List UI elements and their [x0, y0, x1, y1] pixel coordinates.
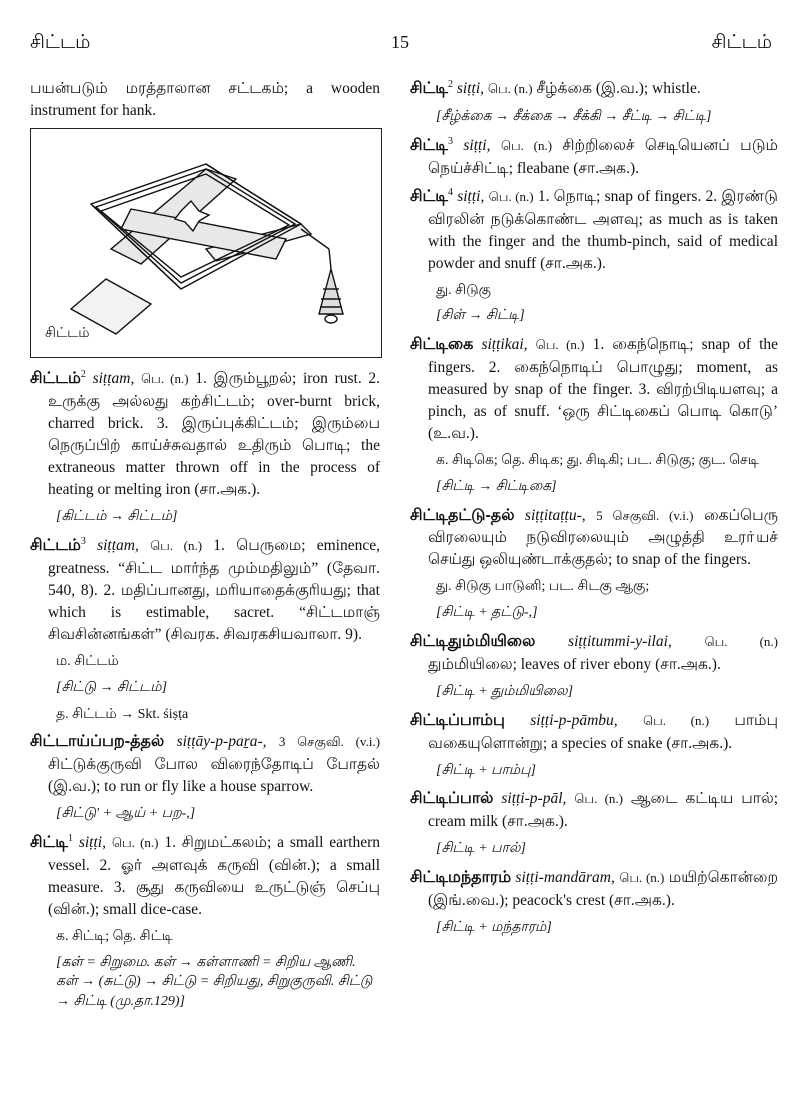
part-of-speech: பெ. (n.) — [535, 337, 585, 353]
cognates: ம. சிட்டம் — [56, 653, 119, 669]
part-of-speech: பெ. (n.) — [500, 137, 553, 153]
dictionary-entry — [410, 334, 778, 445]
cognates: க. சிட்டி; தெ. சிட்டி — [56, 928, 173, 944]
transliteration: siṭṭi-p-pāl, — [501, 790, 567, 808]
transliteration: siṭṭi, — [456, 80, 485, 98]
definition: 1. சிறுமட்கலம்; a small earthern vessel. 2. ஓர் அளவுக் கருவி (வின்.); a small measure. 3. சூது கருவியை உருட்டுஞ் செப்பு (வின்.); small dice-case. — [48, 834, 381, 918]
part-of-speech: பெ. (n.) — [574, 791, 624, 807]
dictionary-entry — [410, 867, 778, 912]
headword: சிட்டிப்பால் — [410, 790, 494, 808]
dictionary-entry — [30, 832, 380, 921]
transliteration: siṭṭikai, — [481, 336, 528, 354]
etymology: [சிட்டி + பாம்பு] — [436, 762, 537, 778]
transliteration: siṭṭitaṭṭu-, — [524, 506, 586, 524]
hank-winder-figure — [30, 128, 382, 358]
homonym-number: 1 — [68, 832, 73, 844]
etymology: [சிட்டு → சிட்டம்] — [56, 679, 168, 695]
headword: சிட்டி — [410, 187, 448, 205]
transliteration: siṭṭi-mandāram, — [515, 868, 615, 886]
part-of-speech: 5 செகுவி. (v.i.) — [596, 507, 694, 523]
homonym-number: 2 — [448, 79, 453, 90]
part-of-speech: பெ. (n.) — [704, 634, 778, 650]
etymology: [சிட்டி + தட்டு-,] — [436, 605, 538, 621]
headword: சிட்டி — [30, 834, 68, 851]
headword: சிட்டாய்ப்பற-த்தல் — [30, 733, 165, 751]
cognates: து. சிடுகு பாடுனி; பட. சிடகு ஆகு; — [436, 579, 650, 595]
etymology: [கள் = சிறுமை. கள் → கள்ளாணி = சிறிய ஆணி. கள் → (சுட்டு) → சிட்டு = சிறியது, சிறுகுருவி. சிட்டு → சிட்டி (மு.தா.129)] — [56, 954, 373, 1010]
definition: சிட்டுக்குருவி போல விரைந்தோடிப் போதல் (இ.வ.); to run or fly like a house sparrow. — [48, 755, 380, 795]
dictionary-entry — [410, 631, 778, 676]
definition: மயிற்கொன்றை (இங்.வை.); peacock's crest (சா.அக.). — [428, 868, 778, 909]
left-column — [30, 78, 380, 1020]
definition: 1. இரும்பூறல்; iron rust. 2. உருக்கு அல்லது கற்சிட்டம்; over-burnt brick, charred brick. 3. இருப்புக்கிட்டம்; இரும்பை நெருப்பிற் காய்ச்சுவதால் உதிரும் பொடி; the extraneous matter thrown off in the process of heating or melting iron (சா.அக.). — [48, 370, 381, 498]
homonym-number: 3 — [80, 535, 86, 547]
transliteration: siṭṭāy-p-paṟa-, — [176, 733, 267, 751]
definition: 1. நொடி; snap of fingers. 2. இரண்டு விரலின் நடுக்கொண்ட அளவு; as much as is taken with the finger and the thumb-pinch, said of medical powder and snuff (சா.அக.). — [428, 187, 779, 272]
transliteration: siṭṭam, — [97, 536, 139, 554]
headword: சிட்டம் — [30, 536, 81, 554]
part-of-speech: பெ. (n.) — [488, 188, 534, 204]
transliteration: siṭṭi, — [457, 187, 485, 205]
headword: சிட்டிமந்தாரம் — [410, 868, 512, 886]
etymology: [சிட்டு' + ஆய் + பற-,] — [56, 805, 196, 821]
transliteration: siṭṭi-p-pāmbu, — [530, 711, 618, 729]
definition: சீழ்க்கை (இ.வ.); whistle. — [536, 80, 701, 98]
homonym-number: 3 — [448, 135, 453, 147]
dictionary-entry — [410, 788, 778, 833]
homonym-number: 4 — [448, 186, 453, 198]
borrowing-note: த. சிட்டம் → Skt. śiṣṭa — [56, 707, 189, 723]
headword: சிட்டம் — [30, 370, 81, 388]
running-header-left: சிட்டம் — [30, 32, 91, 53]
dictionary-entry — [410, 710, 778, 755]
transliteration: siṭṭi, — [463, 136, 491, 154]
part-of-speech: பெ. (n.) — [141, 371, 189, 387]
part-of-speech: 3 செகுவி. (v.i.) — [278, 734, 381, 750]
dictionary-entry — [410, 186, 778, 275]
part-of-speech: பெ. (n.) — [150, 537, 203, 553]
figure-caption: சிட்டம் — [45, 324, 90, 341]
definition: பாம்பு வகையுளொன்று; a species of snake (சா.அக.). — [428, 711, 779, 752]
definition: ஆடை கட்டிய பால்; cream milk (சா.அக.). — [428, 790, 779, 831]
headword: சிட்டிப்பாம்பு — [410, 711, 505, 729]
definition: சிற்றிலைச் செடியெனப் படும் நெய்ச்சிட்டி; fleabane (சா.அக.). — [428, 136, 779, 177]
right-column — [410, 78, 778, 946]
definition: தும்மியிலை; leaves of river ebony (சா.அக.). — [428, 655, 721, 673]
headword: சிட்டிதும்மியிலை — [410, 633, 536, 651]
dictionary-entry — [30, 368, 380, 501]
headword: சிட்டி — [410, 80, 448, 98]
definition: 1. கைந்நொடி; snap of the fingers. 2. கைந்நொடிப் பொழுது; moment, as measured by snap of the finger. 3. விரற்பிடியளவு; a pinch, as of snuff. ‘ஒரு சிட்டிகைப் பொடி கொடு’ (உ.வ.). — [428, 336, 779, 442]
cognates: க. சிடிகெ; தெ. சிடிக; து. சிடிகி; பட. சிடுகு; குட. செடி — [436, 452, 759, 468]
dictionary-entry — [410, 135, 778, 180]
dictionary-entry — [30, 535, 380, 646]
definition: கைப்பெரு விரலையும் நடுவிரலையும் அழுத்தி உரா்யச் செய்து ஒலியுண்டாக்குதல்; to snap of the fingers. — [428, 506, 779, 569]
dictionary-entry — [410, 505, 778, 572]
continued-definition: பயன்படும் மரத்தாலான சட்டகம்; a wooden instrument for hank. — [30, 80, 380, 119]
etymology: [சிட்டி + மந்தாரம்] — [436, 919, 552, 935]
dictionary-entry — [30, 731, 380, 798]
headword: சிட்டி — [410, 136, 448, 154]
headword: சிட்டிகை — [410, 336, 474, 354]
etymology: [சீழ்க்கை → சீக்கை → சீக்கி → சீட்டி → சிட்டி] — [436, 108, 712, 124]
transliteration: siṭṭitummi-y-ilai, — [568, 633, 672, 651]
etymology: [சிட்டி + பால்] — [436, 841, 526, 857]
dictionary-entry — [410, 78, 778, 101]
etymology: [சிள் → சிட்டி] — [436, 308, 525, 324]
transliteration: siṭṭam, — [92, 370, 135, 388]
cognates: து. சிடுகு — [436, 282, 491, 298]
part-of-speech: பெ. (n.) — [111, 835, 159, 850]
transliteration: siṭṭi, — [78, 834, 106, 851]
part-of-speech: பெ. (n.) — [619, 869, 665, 885]
etymology: [சிட்டி + தும்மியிலை] — [436, 683, 574, 699]
etymology: [சிட்டி → சிட்டிகை] — [436, 478, 557, 494]
definition: 1. பெருமை; eminence, greatness. “சிட்ட மார்ந்த மும்மதிலும்” (தேவா. 540, 8). 2. மதிப்பானது, மரியாதைக்குரியது; that which is estimable, sacret. “சிட்டமாஞ் சிவசின்னங்கள்” (சிவரக. சிவரகசியவாலா. 9). — [48, 536, 380, 643]
part-of-speech: பெ. (n.) — [487, 81, 533, 97]
page-number: 15 — [391, 32, 409, 52]
part-of-speech: பெ. (n.) — [642, 712, 710, 728]
headword: சிட்டிதட்டு-தல் — [410, 506, 515, 524]
homonym-number: 2 — [80, 369, 86, 380]
running-header-right: சிட்டம் — [711, 32, 772, 53]
etymology: [கிட்டம் → சிட்டம்] — [56, 508, 178, 524]
